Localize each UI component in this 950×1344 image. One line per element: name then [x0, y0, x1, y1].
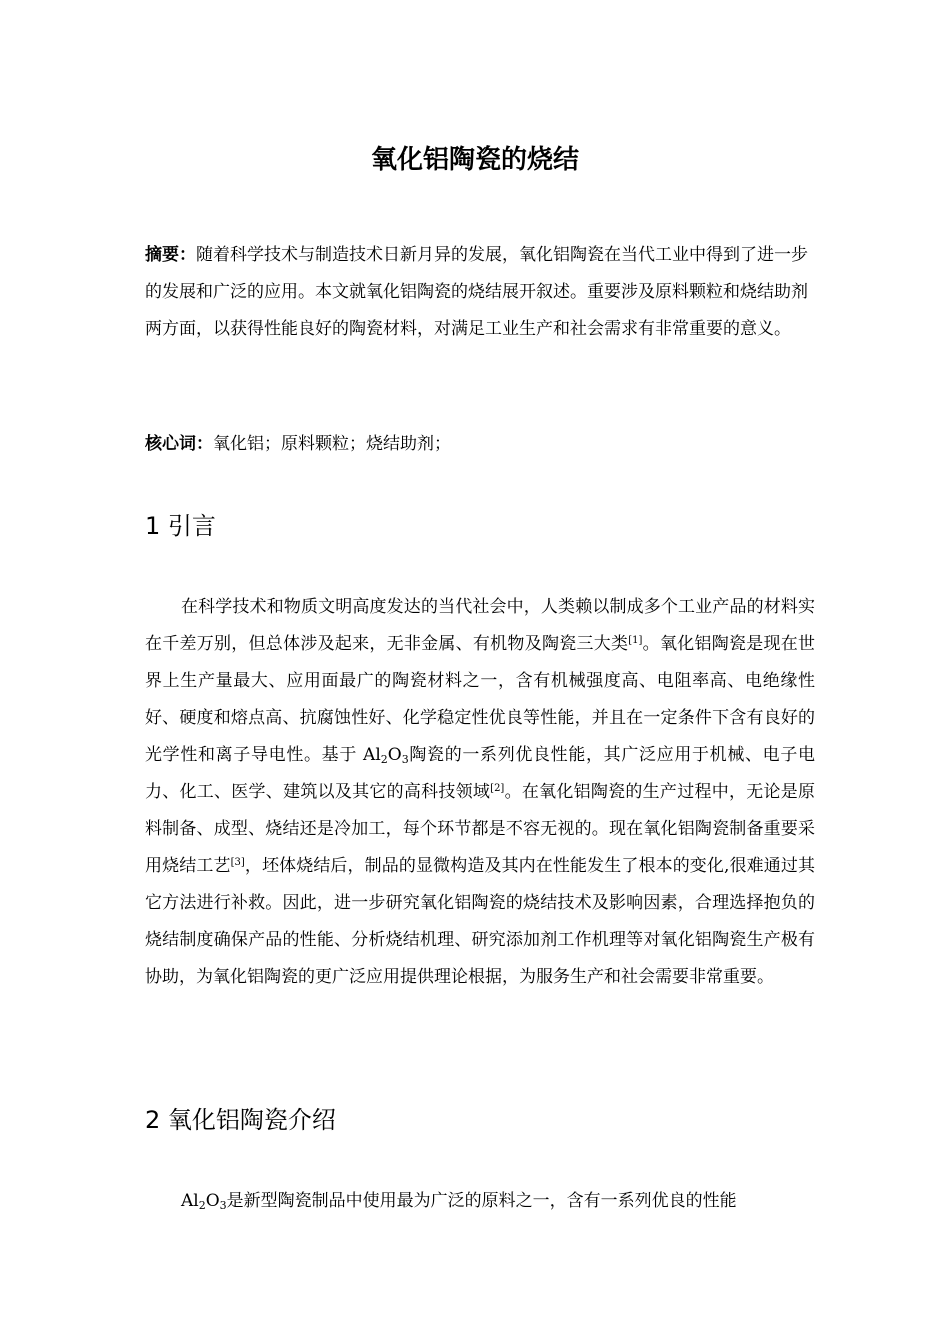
formula-o: O: [387, 745, 402, 765]
intro-text-c: 陶瓷的一系列优良性能，其广泛应用于机械、电子电力、化工、医学、建筑以及其它的高科技领域: [145, 745, 815, 802]
document-title: 氧化铝陶瓷的烧结: [370, 145, 579, 175]
abstract-label: 摘要：: [145, 245, 196, 265]
alumina-intro-paragraph: [145, 1183, 815, 1220]
section-heading-alumina-intro: 2 氧化铝陶瓷介绍: [145, 1106, 336, 1134]
formula-sub-3: 3: [401, 753, 409, 766]
introduction-paragraph: [145, 589, 815, 996]
intro-text-e: ，坯体烧结后，制品的显微构造及其内在性能发生了根本的变化,很难通过其它方法进行补救。因此，进一步研究氧化铝陶瓷的烧结技术及影响因素，合理选择抱负的烧结制度确保产品的性能、分析烧结机理、研究添加剂工作机理等对氧化铝陶瓷生产极有协助，为氧化铝陶瓷的更广泛应用提供理论根据，为服务生产和社会需要非常重要。: [145, 856, 816, 987]
formula-al: Al: [181, 1191, 199, 1211]
intro-text-b: 。氧化铝陶瓷是现在世界上生产量最大、应用面最广的陶瓷材料之一，含有机械强度高、电阻率高、电绝缘性好、硬度和熔点高、抗腐蚀性好、化学稳定性优良等性能，并且在一定条件下含有良好的光学性和离子导电性。基于 Al: [145, 634, 816, 765]
citation-2: [2]: [490, 783, 505, 794]
abstract-text: 随着科学技术与制造技术日新月异的发展，氧化铝陶瓷在当代工业中得到了进一步的发展和广泛的应用。本文就氧化铝陶瓷的烧结展开叙述。重要涉及原料颗粒和烧结助剂两方面，以获得性能良好的陶瓷材料，对满足工业生产和社会需求有非常重要的意义。: [145, 245, 808, 339]
formula-sub-2: 2: [380, 753, 388, 766]
formula-sub-2: 2: [198, 1199, 206, 1212]
citation-3: [3]: [230, 857, 245, 868]
formula-sub-3: 3: [219, 1199, 227, 1212]
keywords-paragraph: [145, 426, 815, 463]
intro-text-d: 。在氧化铝陶瓷的生产过程中，无论是原料制备、成型、烧结还是冷加工，每个环节都是不容无视的。现在氧化铝陶瓷制备重要采用烧结工艺: [145, 782, 815, 876]
intro-text-a: 在科学技术和物质文明高度发达的当代社会中，人类赖以制成多个工业产品的材料实在千差万别，但总体涉及起来，无非金属、有机物及陶瓷三大类: [145, 597, 815, 654]
abstract-paragraph: [145, 237, 815, 348]
keywords-label: 核心词：: [145, 434, 213, 454]
formula-o: O: [205, 1191, 220, 1211]
citation-1: [1]: [628, 635, 643, 646]
alumina-intro-text: 是新型陶瓷制品中使用最为广泛的原料之一，含有一系列优良的性能: [226, 1191, 737, 1211]
keywords-text: 氧化铝；原料颗粒；烧结助剂；: [213, 434, 451, 454]
section-heading-introduction: 1 引言: [145, 512, 216, 540]
